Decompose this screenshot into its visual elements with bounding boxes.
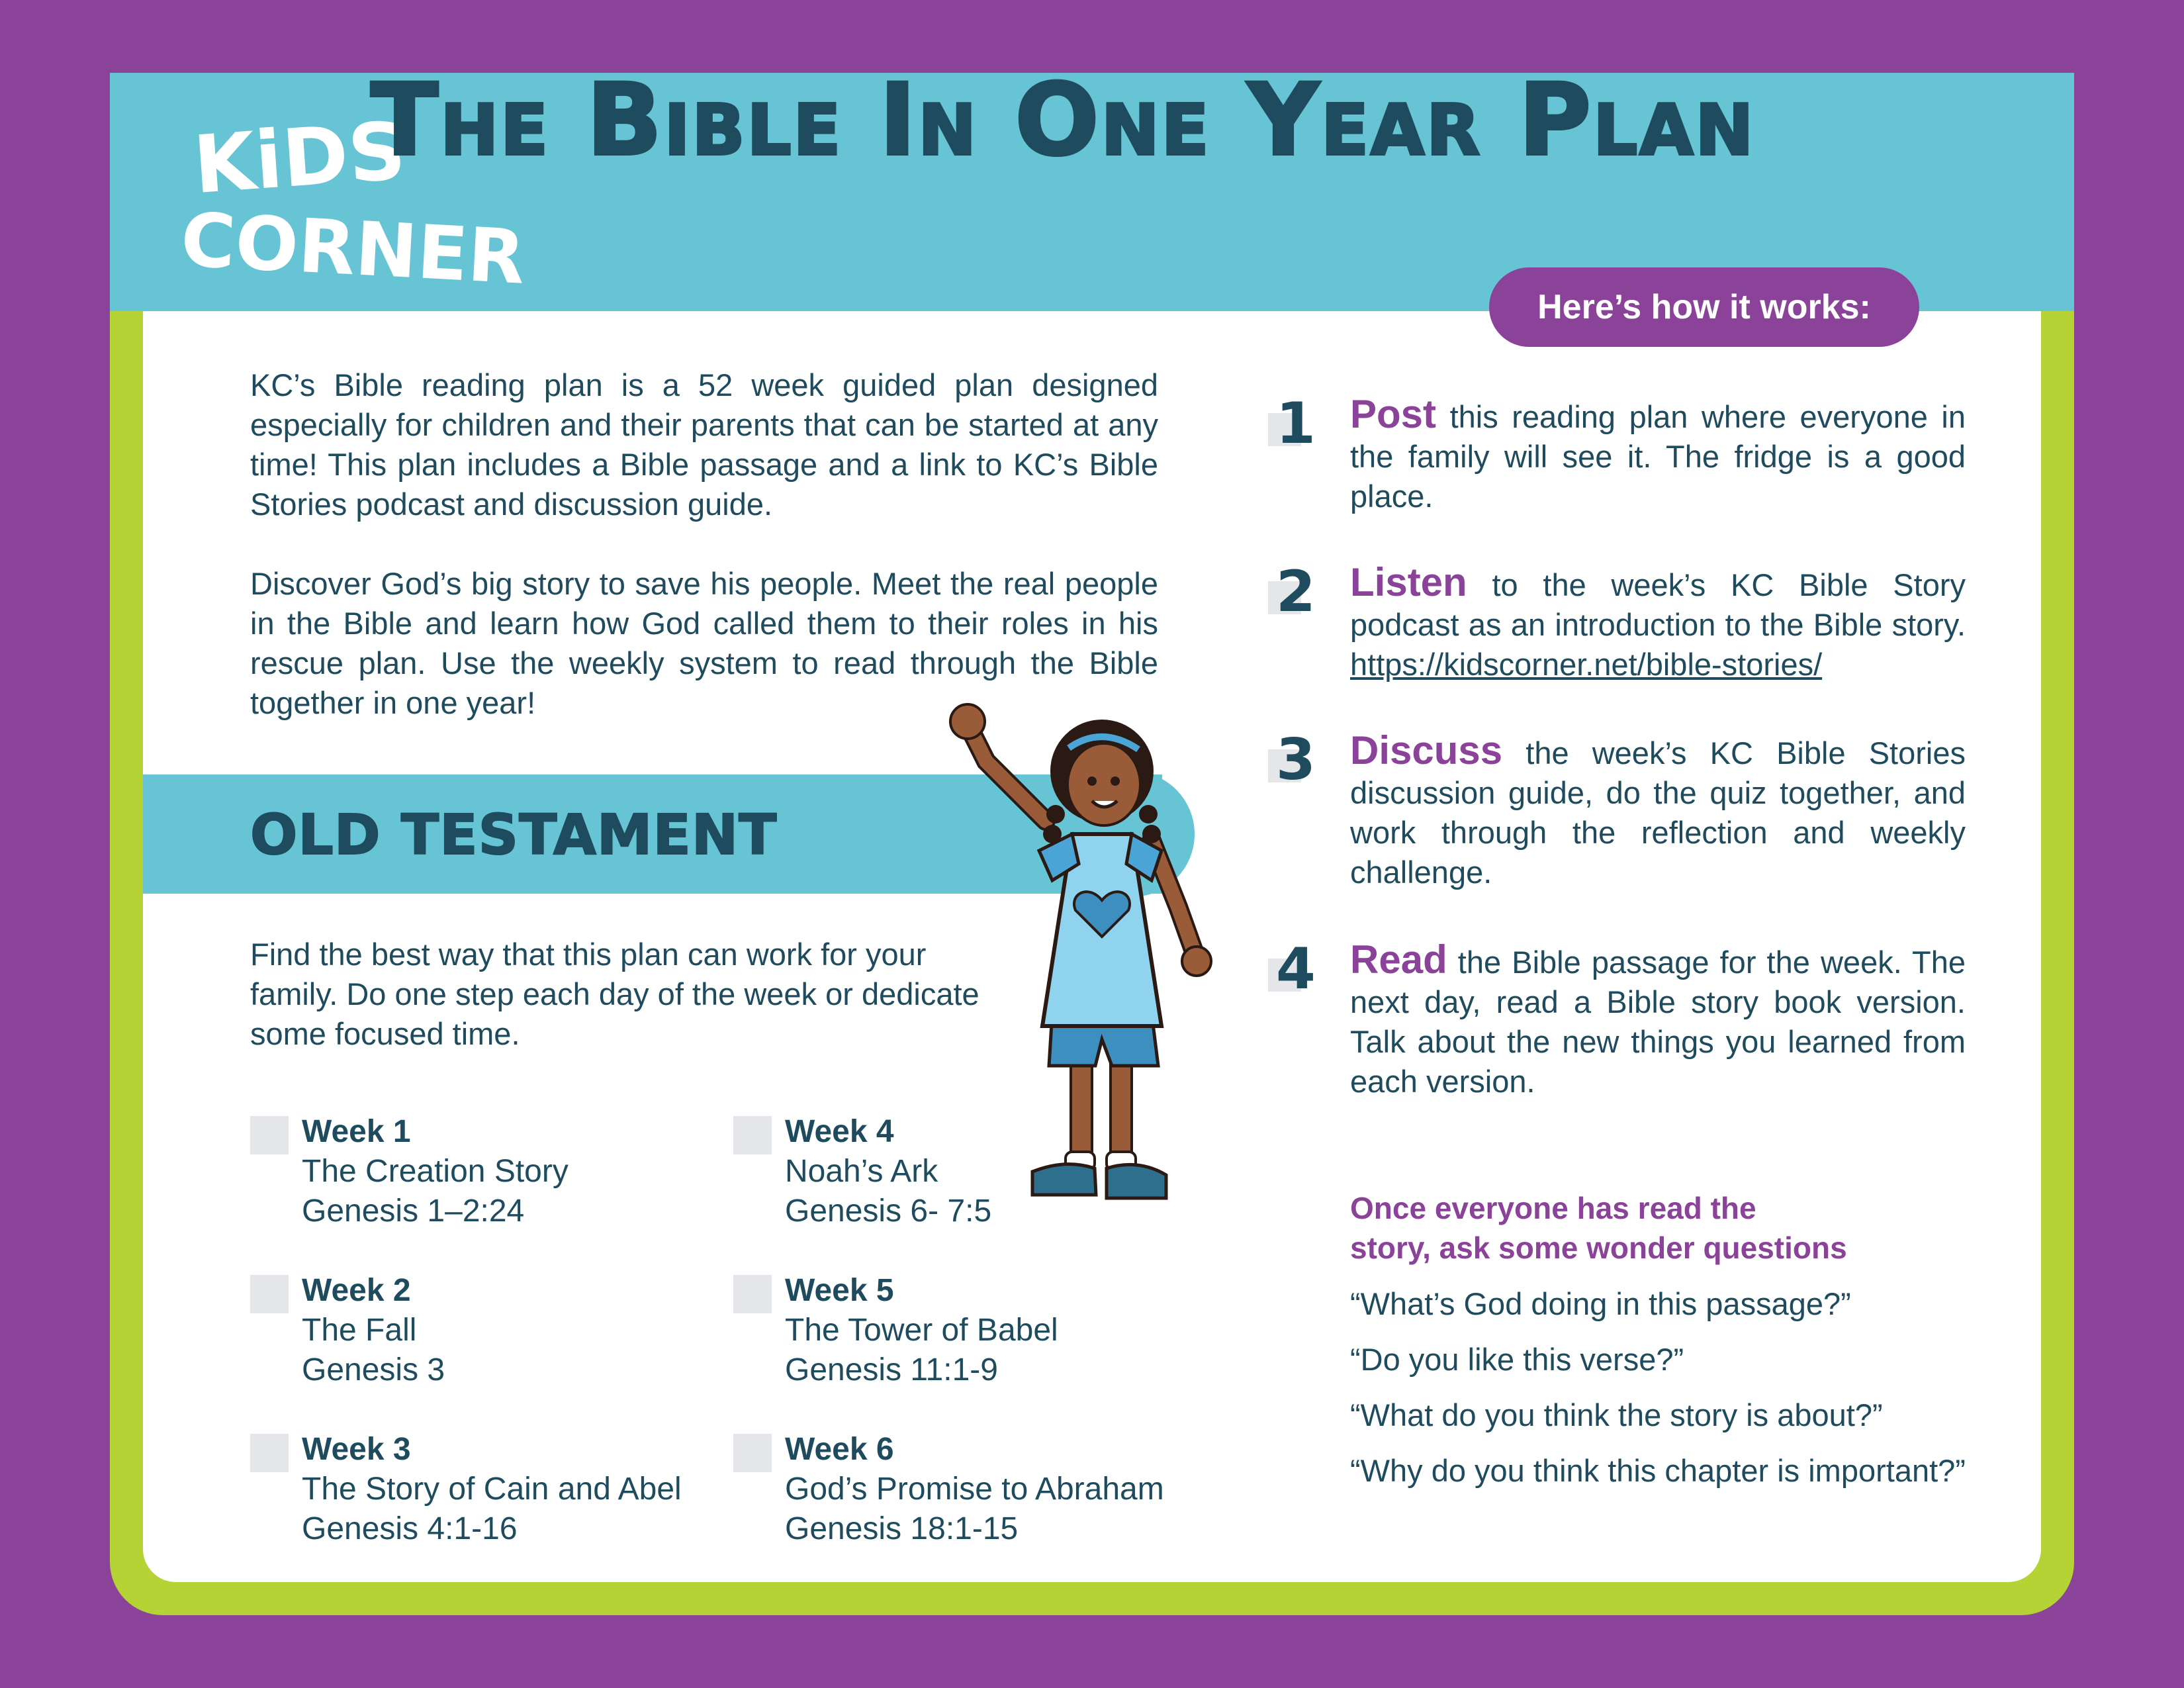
step-keyword: Listen (1350, 560, 1467, 604)
plan-description: Find the best way that this plan can work for your family. Do one step each day of the week or dedicate some focused time. (250, 937, 979, 1051)
week-story: Noah’s Ark (785, 1154, 938, 1189)
step-number: 3 (1276, 727, 1316, 793)
week-story: The Fall (302, 1313, 417, 1348)
how-it-works-badge: Here’s how it works: (1489, 267, 1919, 347)
wonder-question: “What’s God doing in this passage?” (1350, 1286, 1851, 1321)
wonder-question: “What do you think the story is about?” (1350, 1397, 1883, 1432)
step-number: 1 (1276, 391, 1316, 457)
wonder-question: “Why do you think this chapter is important?” (1350, 1453, 1966, 1488)
week-checkbox[interactable] (733, 1434, 772, 1472)
step-keyword: Discuss (1350, 728, 1503, 773)
wonder-heading-line-2: story, ask some wonder questions (1350, 1231, 1847, 1265)
week-label: Week 4 (785, 1114, 894, 1149)
step-text: this reading plan where everyone in the family will see it. The fridge is a good place. (1350, 399, 1966, 514)
week-passage: Genesis 6- 7:5 (785, 1194, 992, 1229)
bible-stories-link[interactable]: https://kidscorner.net/bible-stories/ (1350, 647, 1823, 682)
intro-paragraph-1: KC’s Bible reading plan is a 52 week guided plan designed especially for children and their parents that can be started at any time! This plan includes a Bible passage and a link to KC’s Bible Stories podcast and discussion guide. (250, 367, 1158, 522)
logo-line-2: CORNER (179, 197, 527, 301)
week-passage: Genesis 3 (302, 1352, 445, 1387)
wonder-heading (1350, 1188, 1946, 1268)
week-checkbox[interactable] (733, 1275, 772, 1313)
step-text: the week’s KC Bible Stories discussion guide, do the quiz together, and work through the reflection and weekly challenge. (1350, 735, 1966, 890)
week-passage: Genesis 1–2:24 (302, 1194, 525, 1229)
week-checkbox[interactable] (250, 1275, 289, 1313)
week-story: The Story of Cain and Abel (302, 1472, 682, 1507)
week-label: Week 1 (302, 1114, 411, 1149)
week-checkbox[interactable] (733, 1116, 772, 1154)
step-text: the Bible passage for the week. The next day, read a Bible story book version. Talk about the new things you learned from each version. (1350, 945, 1966, 1099)
wonder-question: “Do you like this verse?” (1350, 1342, 1684, 1377)
week-label: Week 5 (785, 1273, 894, 1308)
week-label: Week 3 (302, 1432, 411, 1467)
page-title: The Bible In One Year Plan (371, 63, 1756, 178)
week-story: God’s Promise to Abraham (785, 1472, 1164, 1507)
logo-line-1: KiDS (191, 105, 409, 212)
step-keyword: Post (1350, 392, 1437, 436)
week-label: Week 2 (302, 1273, 411, 1308)
week-story: The Creation Story (302, 1154, 569, 1189)
girl-illustration (933, 702, 1211, 1205)
step-keyword: Read (1350, 937, 1447, 982)
week-passage: Genesis 11:1-9 (785, 1352, 998, 1387)
old-testament-title: OLD TESTAMENT (250, 802, 778, 867)
week-checkbox[interactable] (250, 1434, 289, 1472)
wonder-heading-line-1: Once everyone has read the (1350, 1191, 1756, 1225)
step-text: to the week’s KC Bible Story podcast as an introduction to the Bible story. (1350, 567, 1966, 642)
intro-paragraph-2: Discover God’s big story to save his people. Meet the real people in the Bible and learn how God called them to their roles in his rescue plan. Use the weekly system to read through the Bible together in one year! (250, 566, 1158, 720)
step-number: 4 (1276, 936, 1316, 1002)
week-passage: Genesis 18:1-15 (785, 1511, 1019, 1546)
week-checkbox[interactable] (250, 1116, 289, 1154)
step-number: 2 (1276, 559, 1316, 625)
week-story: The Tower of Babel (785, 1313, 1058, 1348)
week-label: Week 6 (785, 1432, 894, 1467)
week-passage: Genesis 4:1-16 (302, 1511, 518, 1546)
